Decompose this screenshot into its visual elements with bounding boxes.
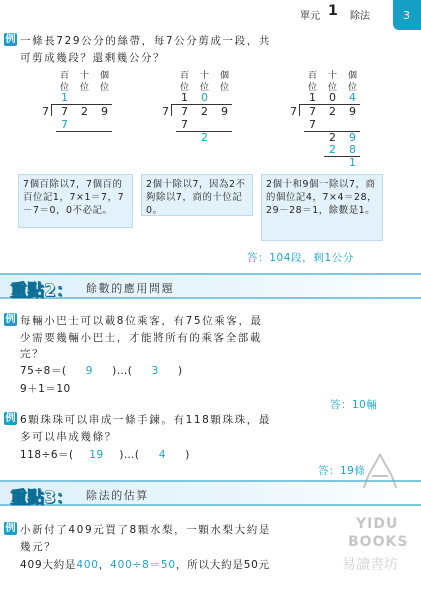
dividend-digit: 9: [221, 105, 228, 118]
division-step-1: [40, 68, 120, 132]
section-title: 除法的估算: [86, 489, 149, 502]
calc-conclusion: ，所以大約是50元: [175, 559, 270, 571]
division-step-2: [160, 68, 240, 144]
subtract-digit: 7: [309, 118, 316, 131]
calc-expr: 75÷8＝(: [20, 365, 67, 377]
calc-text: 409大約是: [20, 559, 77, 571]
ex3-answer: 答：19條: [318, 465, 366, 477]
calc-remainder: 4: [158, 449, 166, 461]
division-bracket: [299, 104, 300, 116]
subtract-line: [56, 131, 112, 132]
example-marker: 例: [5, 34, 16, 45]
col-hundreds: 百: [60, 71, 70, 81]
explain-box-2: 2個十除以7，因為2不夠除以7，商的十位記0。: [141, 174, 253, 216]
dividend-digit: 9: [349, 105, 356, 118]
ex4-question-line1: 小新付了409元買了8顆水梨，一顆水梨大約是: [20, 524, 271, 536]
page-number-tab: [393, 0, 421, 30]
watermark-brand: BOOKS: [348, 534, 409, 550]
col-ones: 個: [220, 71, 230, 81]
subtract-digit: 2: [329, 143, 336, 156]
pos-label: 位: [180, 83, 190, 93]
ex4-calc: [20, 557, 270, 572]
example-marker: 例: [5, 523, 16, 534]
divisor: 7: [42, 105, 49, 118]
example-marker: 例: [5, 314, 16, 325]
publisher-watermark: [340, 452, 418, 582]
subtract-digit: 7: [181, 118, 188, 131]
explain-box-1: 7個百除以7，7個百的百位記1，7×1＝7，7－7＝0，0不必記。: [18, 174, 133, 228]
ex2-question-line1: 每輛小巴士可以載8位乘客，有75位乘客，最: [20, 315, 263, 327]
ex1-question-line1: 一條長729公分的絲帶，每7公分剪成一段，共: [20, 35, 271, 47]
division-bracket: [51, 104, 52, 116]
col-tens: 十: [80, 71, 90, 81]
col-tens: 十: [200, 71, 210, 81]
ex1-answer: 答：104段，剩1公分: [247, 252, 354, 264]
dividend-digit: 7: [181, 105, 188, 118]
calc-sep: )…(: [119, 449, 140, 461]
calc-sep: ，: [98, 559, 111, 571]
col-tens: 十: [328, 71, 338, 81]
subtract-digit: 8: [349, 143, 356, 156]
ex2-answer: 答：10輛: [330, 399, 378, 411]
quotient-digit: 1: [181, 91, 188, 104]
divisor: 7: [162, 105, 169, 118]
example-marker: 例: [5, 413, 16, 424]
unit-number: 1: [328, 3, 338, 19]
col-ones: 個: [100, 71, 110, 81]
calc-remainder: 3: [151, 365, 159, 377]
remainder-digit: 2: [329, 131, 336, 144]
dividend-digit: 2: [329, 105, 336, 118]
ex2-question-line2: 少需要幾輛小巴士，才能將所有的乘客全部載: [20, 332, 262, 344]
dividend-digit: 2: [201, 105, 208, 118]
quotient-digit: 1: [309, 91, 316, 104]
col-hundreds: 百: [180, 71, 190, 81]
quotient-digit: 0: [201, 91, 208, 104]
section-banner-2: [0, 273, 421, 299]
calc-end: ): [178, 365, 183, 377]
explain-box-3: 2個十和9個一除以7，商的個位記4，7×4＝28，29－28＝1，餘數是1。: [261, 174, 383, 241]
quotient-digit: 0: [329, 91, 336, 104]
page-header: [300, 0, 421, 26]
pos-label: 位: [200, 83, 210, 93]
ex3-question-line1: 6顆珠珠可以串成一條手鍊。有118顆珠珠，最: [20, 414, 271, 426]
subtract-digit: 7: [61, 118, 68, 131]
calc-expr: 118÷6＝(: [20, 449, 74, 461]
ex3-question-line2: 多可以串成幾條？: [20, 431, 117, 443]
pos-label: 位: [348, 83, 358, 93]
pos-label: 位: [220, 83, 230, 93]
watermark-brand: 易讀書坊: [342, 557, 398, 573]
pos-label: 位: [308, 83, 318, 93]
ex2-question-line3: 完？: [20, 348, 45, 360]
remainder-digit: 9: [349, 131, 356, 144]
calc-sep: )…(: [112, 365, 133, 377]
quotient-digit: 1: [61, 91, 68, 104]
ex1-question-line2: 可剪成幾段？還剩幾公分？: [20, 52, 166, 64]
divisor: 7: [290, 105, 297, 118]
ex2-line2: 9＋1＝10: [20, 383, 71, 395]
page-number: 3: [403, 9, 410, 22]
dividend-digit: 7: [309, 105, 316, 118]
ex3-calc: [20, 447, 190, 462]
approx-value: 400: [76, 559, 99, 571]
unit-label: 單元: [300, 11, 320, 22]
calc-quotient: 19: [89, 449, 104, 461]
ex4-question-line2: 幾元？: [20, 541, 57, 553]
dividend-digit: 2: [81, 105, 88, 118]
pos-label: 位: [60, 83, 70, 93]
dividend-digit: 9: [101, 105, 108, 118]
ex2-calc: [20, 363, 183, 378]
col-ones: 個: [348, 71, 358, 81]
remainder-digit: 2: [201, 131, 208, 144]
final-remainder: 1: [349, 156, 356, 169]
division-bracket: [171, 104, 172, 116]
calc-quotient: 9: [85, 365, 93, 377]
pos-label: 位: [100, 83, 110, 93]
calc-end: ): [185, 449, 190, 461]
division-step-3: [288, 68, 368, 170]
topic-label: 除法: [350, 11, 370, 22]
dividend-digit: 7: [61, 105, 68, 118]
watermark-brand: YIDU: [356, 516, 399, 532]
pos-label: 位: [328, 83, 338, 93]
section-key: 重點2：: [10, 281, 73, 301]
watermark-figure-icon: [360, 452, 400, 492]
section-title: 餘數的應用問題: [86, 282, 175, 295]
approx-calc: 400÷8＝50: [110, 559, 176, 571]
pos-label: 位: [80, 83, 90, 93]
section-key: 重點3：: [10, 488, 73, 508]
col-hundreds: 百: [308, 71, 318, 81]
quotient-digit: 4: [349, 91, 356, 104]
